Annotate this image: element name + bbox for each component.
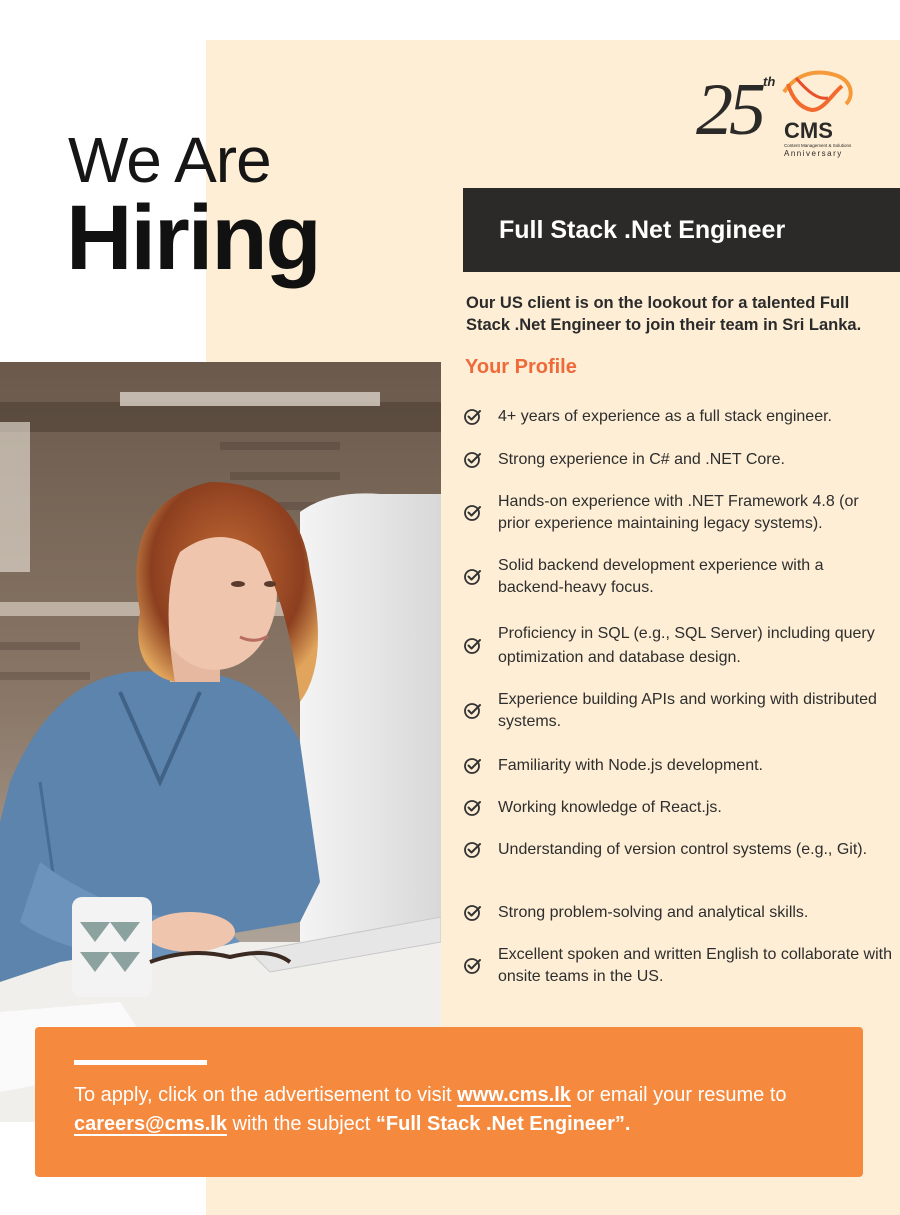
requirement-text: Familiarity with Node.js development. bbox=[498, 757, 763, 774]
requirement-text: Working knowledge of React.js. bbox=[498, 799, 722, 816]
website-link[interactable]: www.cms.lk bbox=[457, 1084, 571, 1106]
list-item bbox=[463, 797, 893, 819]
requirement-text: Experience building APIs and working with distributed systems. bbox=[498, 691, 877, 730]
list-item bbox=[463, 755, 893, 777]
logo-tagline: Content Management & Solutions bbox=[784, 143, 852, 148]
requirement-text: Understanding of version control systems (e.g., Git). bbox=[498, 841, 868, 858]
logo-number: 25 bbox=[696, 69, 762, 151]
check-circle-icon bbox=[463, 450, 483, 470]
check-circle-icon bbox=[463, 503, 483, 523]
job-title-banner bbox=[463, 188, 900, 272]
headline-hiring: Hiring bbox=[66, 187, 320, 289]
apply-banner[interactable] bbox=[35, 1027, 863, 1177]
woman-at-computer-photo bbox=[0, 362, 441, 1122]
requirement-text: Excellent spoken and written English to collaborate with onsite teams in the US. bbox=[498, 946, 892, 985]
list-item bbox=[463, 622, 893, 670]
check-circle-icon bbox=[463, 903, 483, 923]
list-item bbox=[463, 944, 893, 988]
email-link[interactable]: careers@cms.lk bbox=[74, 1113, 227, 1135]
check-circle-icon bbox=[463, 567, 483, 587]
requirement-text: Hands-on experience with .NET Framework 4.8 (or prior experience maintaining legacy systems). bbox=[498, 493, 859, 532]
list-item bbox=[463, 449, 893, 471]
requirement-text: Proficiency in SQL (e.g., SQL Server) including query optimization and database design. bbox=[498, 625, 875, 666]
list-item bbox=[463, 406, 893, 428]
requirement-text: Solid backend development experience with a backend-heavy focus. bbox=[498, 557, 824, 596]
check-circle-icon bbox=[463, 756, 483, 776]
list-item bbox=[463, 491, 893, 535]
apply-text-part1: To apply, click on the advertisement to visit bbox=[74, 1084, 458, 1106]
job-title: Full Stack .Net Engineer bbox=[499, 215, 786, 244]
list-item bbox=[463, 555, 893, 599]
check-circle-icon bbox=[463, 956, 483, 976]
decorative-line bbox=[74, 1060, 207, 1065]
check-circle-icon bbox=[463, 636, 483, 656]
email-subject: “Full Stack .Net Engineer”. bbox=[375, 1113, 631, 1135]
apply-text-part2: or email your resume to bbox=[570, 1084, 787, 1106]
check-circle-icon bbox=[463, 798, 483, 818]
apply-text-part3: with the subject bbox=[226, 1113, 376, 1135]
list-item bbox=[463, 839, 893, 861]
check-circle-icon bbox=[463, 840, 483, 860]
logo-sup: th bbox=[763, 74, 776, 89]
check-circle-icon bbox=[463, 407, 483, 427]
swoosh-icon bbox=[784, 73, 851, 110]
logo-brand: CMS bbox=[784, 118, 833, 143]
requirement-text: 4+ years of experience as a full stack engineer. bbox=[498, 408, 832, 425]
list-item bbox=[463, 689, 893, 733]
intro-text: Our US client is on the lookout for a talented Full Stack .Net Engineer to join their team in Sri Lanka. bbox=[466, 294, 862, 334]
requirement-text: Strong problem-solving and analytical skills. bbox=[498, 904, 809, 921]
requirement-text: Strong experience in C# and .NET Core. bbox=[498, 451, 785, 468]
logo-anniversary: Anniversary bbox=[784, 149, 843, 158]
check-circle-icon bbox=[463, 701, 483, 721]
apply-text bbox=[74, 1081, 854, 1139]
list-item bbox=[463, 902, 893, 924]
profile-heading: Your Profile bbox=[465, 356, 577, 378]
cms-25th-anniversary-logo[interactable] bbox=[696, 64, 861, 164]
headline-we-are: We Are bbox=[68, 124, 271, 196]
